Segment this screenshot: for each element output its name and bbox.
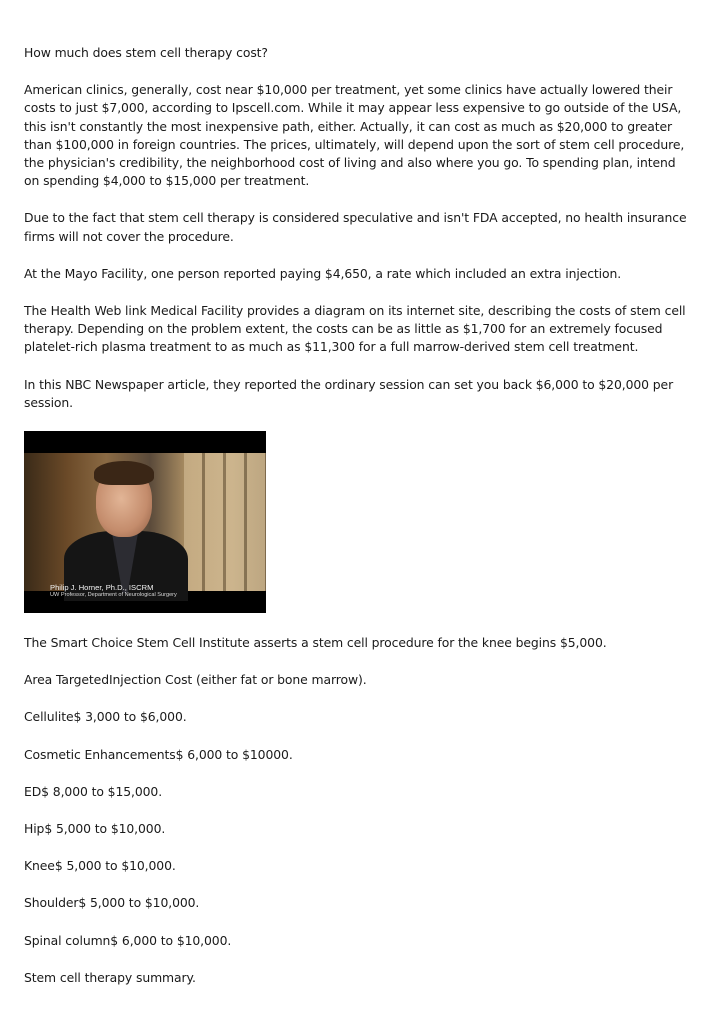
paragraph-health-web-link: The Health Web link Medical Facility provides a diagram on its internet site, describing the costs of stem cell therapy. Depending on the problem extent, the costs can be as little as $1,700 for an extremely focused platelet-rich plasma treatment to as much as $11,300 for a full marrow-derived stem cell treatment. <box>24 303 686 355</box>
paragraph-us-clinic-costs: American clinics, generally, cost near $10,000 per treatment, yet some clinics have actually lowered their costs to just $7,000, according to Ipscell.com. While it may appear less expensive to go outside of the USA, this isn't constantly the most inexpensive path, either. Actually, it can cost as much as $20,000 to greater than $100,000 in foreign countries. The prices, ultimately, will depend upon the sort of stem cell procedure, the physician's credibility, the neighborhood cost of living and also where you go. To spending plan, intend on spending $4,000 to $15,000 per treatment. <box>24 82 685 189</box>
video-caption <box>50 583 250 599</box>
paragraph-nbc: In this NBC Newspaper article, they reported the ordinary session can set you back $6,000 to $20,000 per session. <box>24 376 674 410</box>
background-shelf <box>184 453 266 591</box>
price-item-cellulite: Cellulite$ 3,000 to $6,000. <box>24 709 187 725</box>
paragraph-table-header: Area TargetedInjection Cost (either fat or bone marrow). <box>24 672 367 688</box>
price-item-shoulder: Shoulder$ 5,000 to $10,000. <box>24 895 200 911</box>
paragraph-summary: Stem cell therapy summary. <box>24 969 196 985</box>
speaker-hair <box>94 461 154 485</box>
video-thumbnail[interactable] <box>24 431 266 613</box>
price-item-spinal-column: Spinal column$ 6,000 to $10,000. <box>24 932 232 948</box>
caption-name: Philip J. Horner, Ph.D., ISCRM <box>50 583 154 593</box>
paragraph-insurance: Due to the fact that stem cell therapy is considered speculative and isn't FDA accepted, no health insurance firms will not cover the procedure. <box>24 210 687 244</box>
video-frame-image <box>24 453 266 599</box>
caption-title: UW Professor, Department of Neurological Surgery <box>50 592 177 599</box>
price-item-ed: ED$ 8,000 to $15,000. <box>24 783 163 799</box>
paragraph-mayo: At the Mayo Facility, one person reported paying $4,650, a rate which included an extra injection. <box>24 265 622 281</box>
article-heading: How much does stem cell therapy cost? <box>24 45 268 60</box>
price-item-cosmetic: Cosmetic Enhancements$ 6,000 to $10000. <box>24 746 293 762</box>
price-item-knee: Knee$ 5,000 to $10,000. <box>24 858 176 874</box>
paragraph-smart-choice: The Smart Choice Stem Cell Institute asserts a stem cell procedure for the knee begins $5,000. <box>24 635 607 651</box>
article-body <box>24 44 690 1006</box>
price-item-hip: Hip$ 5,000 to $10,000. <box>24 821 166 837</box>
